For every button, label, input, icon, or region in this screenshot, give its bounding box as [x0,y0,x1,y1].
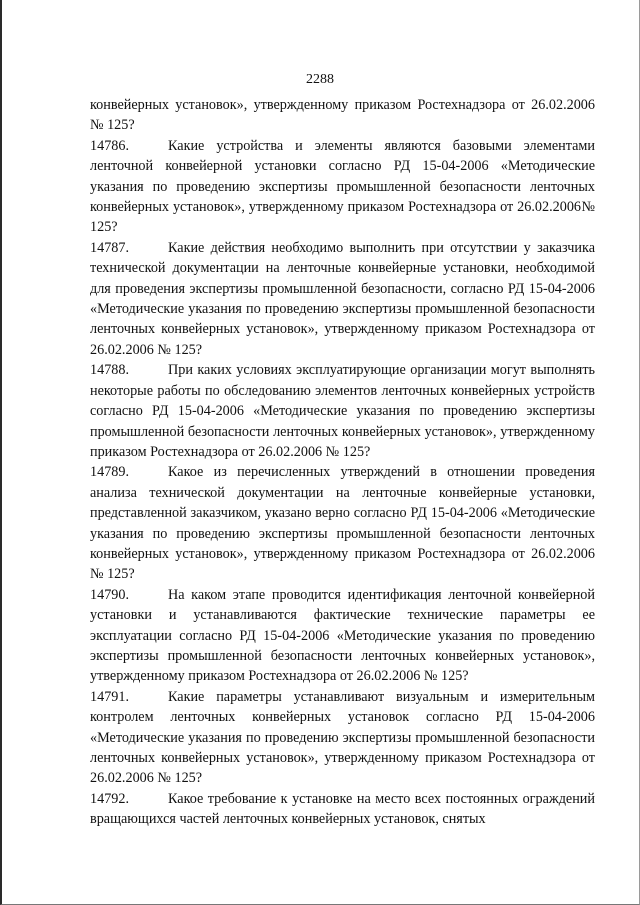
question-number: 14791. [90,688,130,705]
question-number: 14787. [90,239,130,256]
question-number: 14790. [90,586,130,603]
question-number: 14789. [90,464,130,481]
question-text: Какие действия необходимо выполнить при отсутствии у заказчика технической документации на ленточные конвейерные установки, необходимой для проведения экспертизы промышленной безопасности, согласно РД 15-04-2006 «Методические указания по проведению экспертизы промышленной безопасности ленточных конвейерных установок», утвержденному приказом Ростехнадзора от 26.02.2006 № 125? [90,239,595,358]
question-14789 [90,462,595,584]
page-number: 2288 [306,72,334,87]
paragraph-text: конвейерных установок», утвержденному приказом Ростехнадзора от 26.02.2006 № 125? [90,97,595,134]
question-14790 [90,585,595,687]
question-14786 [90,136,595,238]
question-text: При каких условиях эксплуатирующие организации могут выполнять некоторые работы по обследованию элементов ленточных конвейерных устройств согласно РД 15-04-2006 «Методические указания по проведению экспертизы промышленной безопасности ленточных конвейерных установок», утвержденному приказом Ростехнадзора от 26.02.2006 № 125? [90,362,595,460]
question-14791 [90,687,595,789]
question-number: 14792. [90,790,130,807]
question-14787 [90,238,595,360]
document-body [90,95,595,830]
question-14792 [90,789,595,830]
question-text: Какие параметры устанавливают визуальным и измерительным контролем ленточных конвейерных установок согласно РД 15-04-2006 «Методические указания по проведению экспертизы промышленной безопасности ленточных конвейерных установок», утвержденному приказом Ростехнадзора от 26.02.2006 № 125? [90,688,595,787]
question-number: 14788. [90,362,130,379]
question-text: На каком этапе проводится идентификация ленточной конвейерной установки и устанавливаются фактические технические параметры ее эксплуатации согласно РД 15-04-2006 «Методические указания по проведению экспертизы промышленной безопасности ленточных конвейерных установок», утвержденному приказом Ростехнадзора от 26.02.2006 № 125? [90,586,595,685]
question-text: Какое требование к установке на место всех постоянных ограждений вращающихся частей ленточных конвейерных установок, снятых [90,790,595,828]
question-number: 14786. [90,137,130,154]
question-14788 [90,360,595,462]
question-text: Какое из перечисленных утверждений в отношении проведения анализа технической документации на ленточные конвейерные установки, представленной заказчиком, указано верно согласно РД 15-04-2006 «Методические указания по проведению экспертизы промышленной безопасности ленточных конвейерных установок», утвержденному приказом Ростехнадзора от 26.02.2006 № 125? [90,464,595,583]
question-text: Какие устройства и элементы являются базовыми элементами ленточной конвейерной установки согласно РД 15-04-2006 «Методические указания по проведению экспертизы промышленной безопасности ленточных конвейерных установок», утвержденному приказом Ростехнадзора от 26.02.2006№ 125? [90,137,595,236]
paragraph-continuation [90,95,595,136]
